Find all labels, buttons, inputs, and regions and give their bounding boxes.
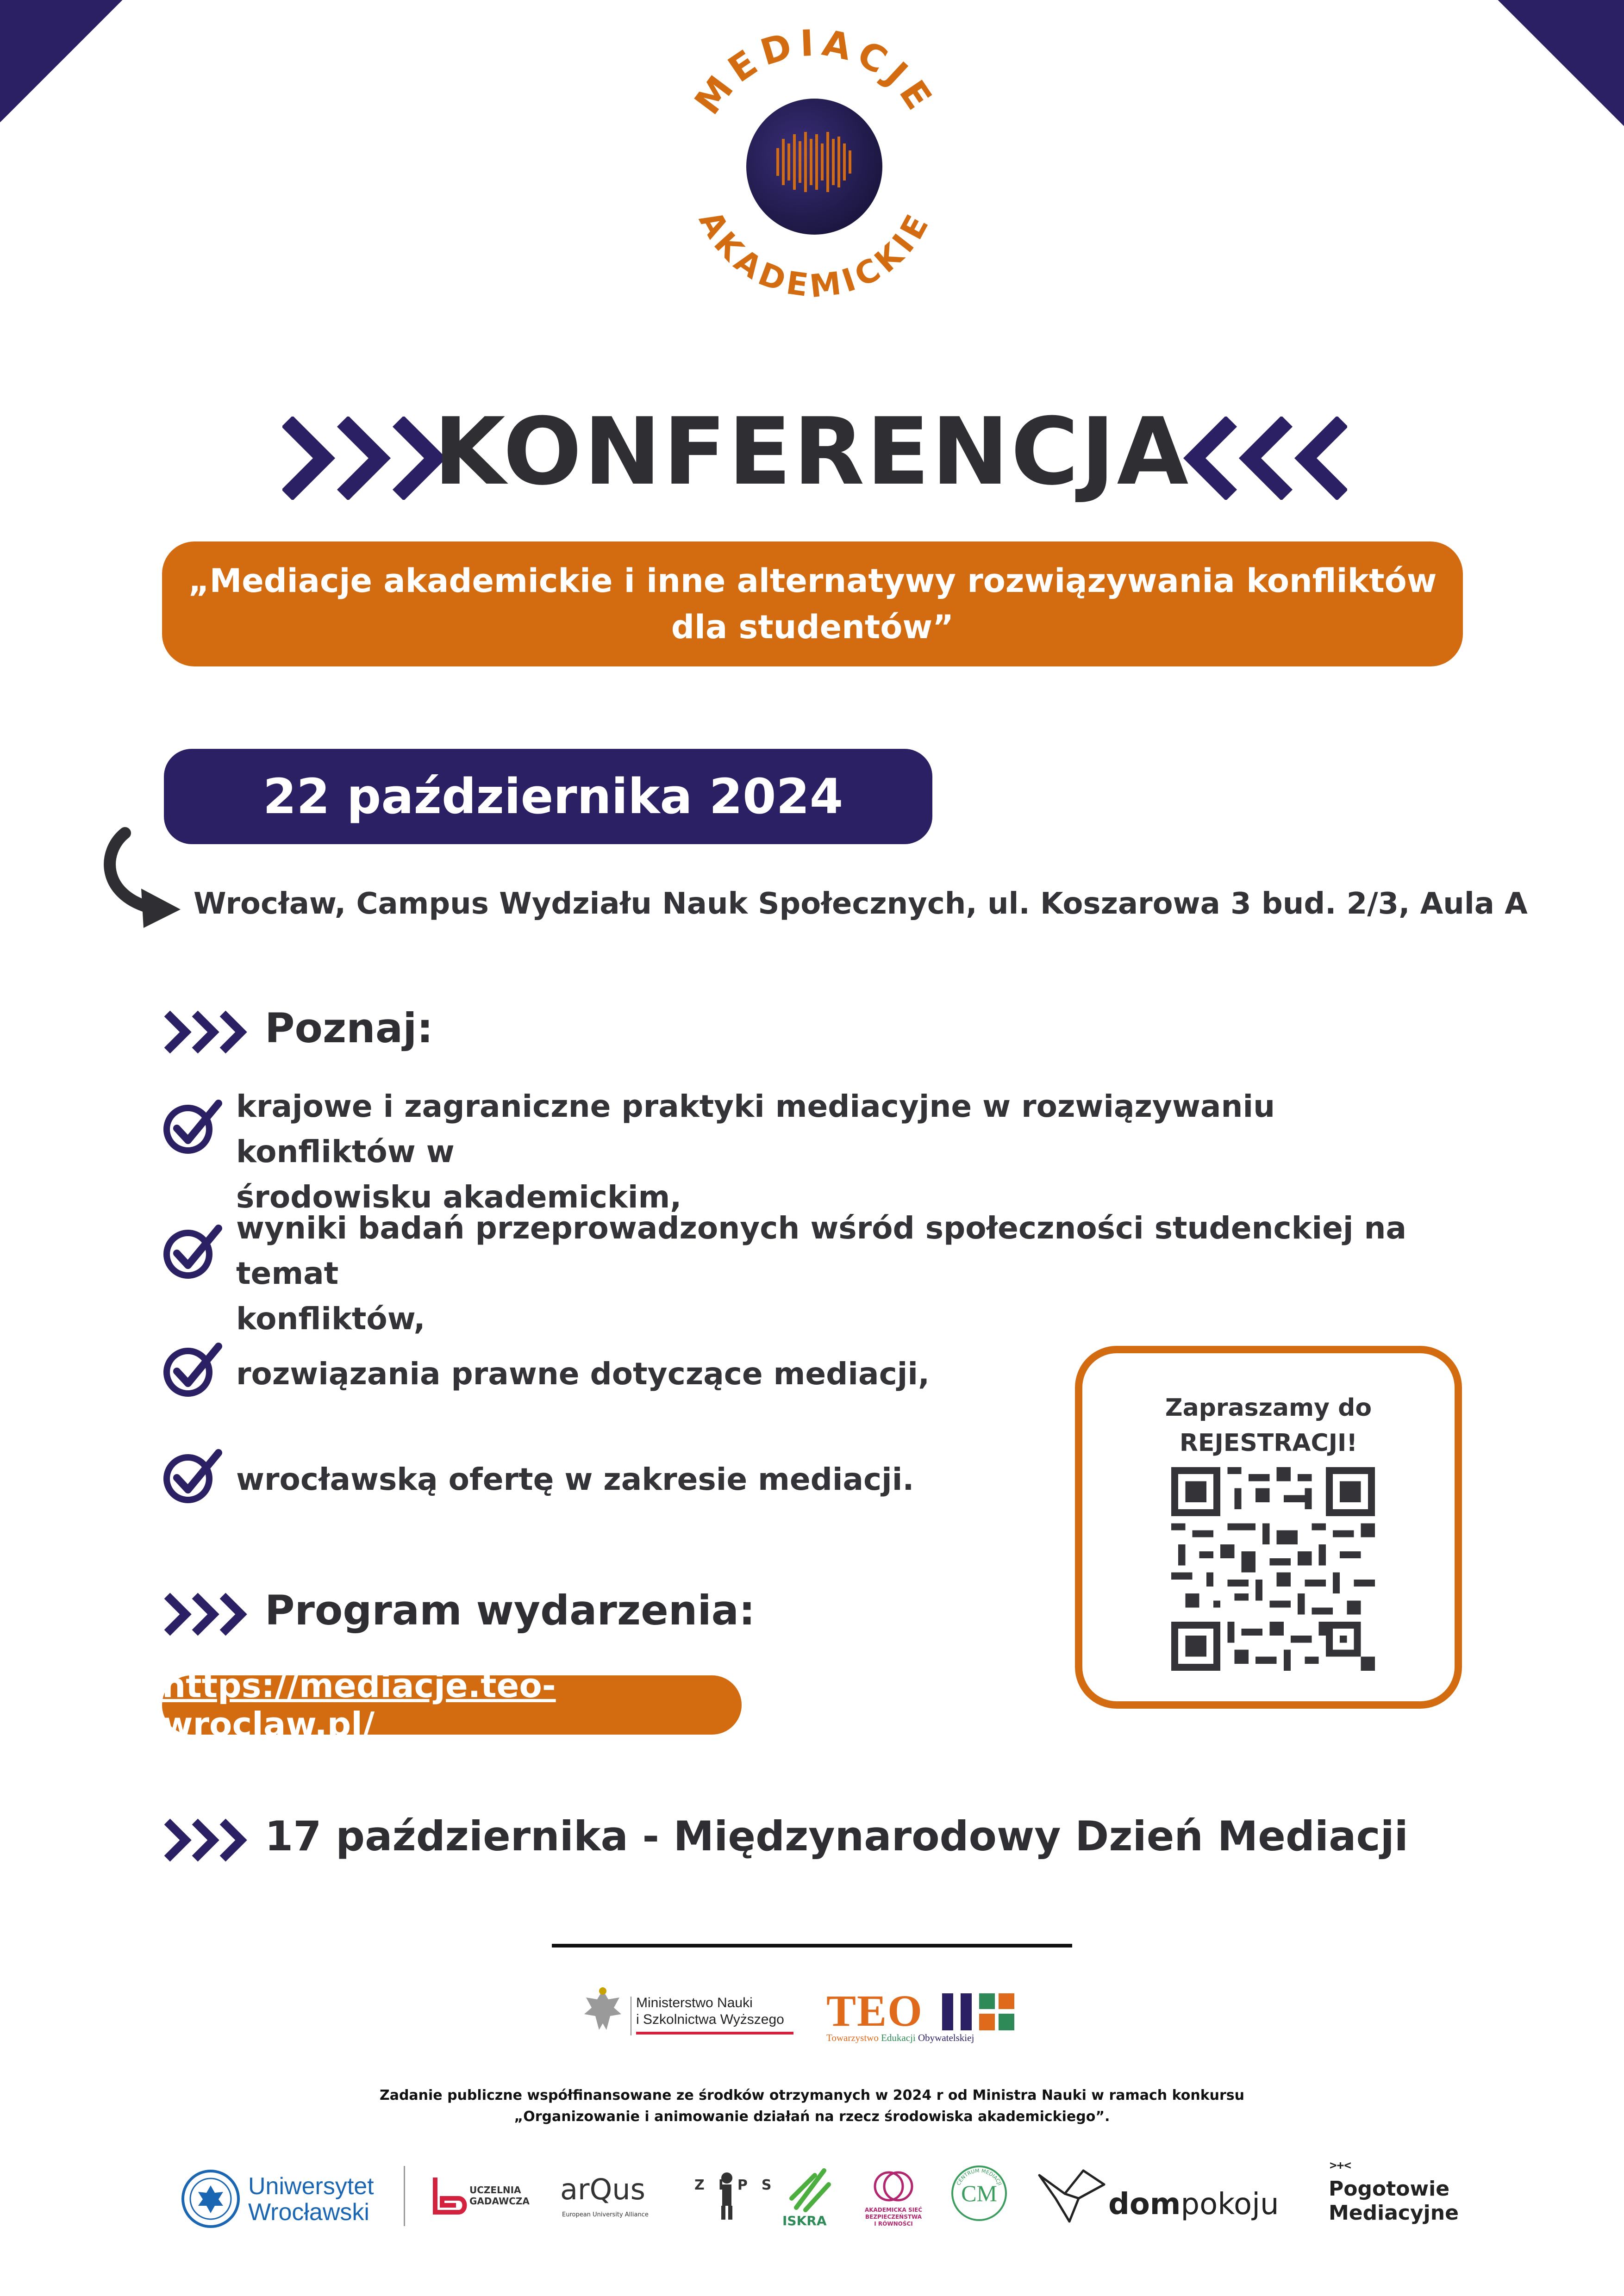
arqus-wordmark: arQus bbox=[560, 2172, 645, 2206]
eagle-emblem-icon bbox=[580, 1985, 626, 2041]
chevrons-left-icon bbox=[1181, 417, 1347, 500]
uwr-seal-icon bbox=[181, 2169, 241, 2229]
ministry-name-2: i Szkolnictwa Wyższego bbox=[636, 2012, 784, 2027]
ministry-logo bbox=[580, 1985, 797, 2041]
curved-arrow-icon bbox=[93, 824, 194, 935]
mediacje-akademickie-logo bbox=[639, 0, 991, 352]
asb-circles-icon bbox=[870, 2168, 917, 2205]
teo-blocks-icon bbox=[942, 1993, 1016, 2030]
registration-card bbox=[1075, 1346, 1462, 1709]
program-link[interactable]: https://mediacje.teo-wroclaw.pl/ bbox=[162, 1675, 742, 1735]
pogotowie-line-2: Mediacyjne bbox=[1329, 2201, 1459, 2225]
teo-word-1: Towarzystwo bbox=[826, 2032, 879, 2043]
funding-footnote: Zadanie publiczne współfinansowane ze środków otrzymanych w 2024 r od Ministra Nauki w ramach konkursu „Organizowanie i animowanie działań na rzecz środowiska akademickiego”. bbox=[379, 2087, 1245, 2125]
check-circle-icon bbox=[162, 1222, 222, 1282]
list-item: wyniki badań przeprowadzonych wśród społeczności studenckiej na temat konfliktów, bbox=[236, 1210, 1407, 1337]
svg-text:AKADEMICKIE bbox=[692, 205, 938, 305]
asb-line-1: AKADEMICKA SIEĆ bbox=[864, 2207, 923, 2213]
corner-stripe-left bbox=[0, 0, 183, 299]
check-circle-icon bbox=[162, 1340, 222, 1400]
teo-word-2: Edukacji bbox=[881, 2032, 916, 2043]
conference-subtitle bbox=[162, 541, 1463, 666]
subtitle-line-2: dla studentów” bbox=[671, 608, 954, 646]
ministry-name-1: Ministerstwo Nauki bbox=[636, 1995, 753, 2010]
uwr-logo bbox=[181, 2157, 384, 2235]
dom-bold-text: dom bbox=[1108, 2187, 1181, 2221]
teo-word-3: Obywatelskiej bbox=[918, 2032, 974, 2043]
program-heading: Program wydarzenia: bbox=[265, 1587, 756, 1634]
teo-wordmark: TEO bbox=[826, 1986, 923, 2035]
registration-text: Zapraszamy do REJESTRACJI! bbox=[1165, 1394, 1372, 1457]
event-date-text: 22 października 2024 bbox=[263, 768, 843, 825]
uczelnia-line-1: UCZELNIA bbox=[469, 2184, 521, 2196]
list-item: rozwiązania prawne dotyczące mediacji, bbox=[236, 1356, 930, 1392]
asb-line-2: BEZPIECZEŃSTWA bbox=[865, 2214, 922, 2220]
section-chevrons-icon bbox=[164, 1009, 248, 1055]
partner-separator bbox=[404, 2166, 405, 2226]
teo-logo bbox=[826, 1988, 1021, 2043]
section-chevrons-icon bbox=[164, 1817, 248, 1863]
uczelnia-b-icon bbox=[431, 2175, 468, 2217]
dom-light-text: pokoju bbox=[1181, 2187, 1279, 2221]
mediation-day: 17 października - Międzynarodowy Dzień Mediacji bbox=[265, 1812, 1408, 1860]
learn-heading: Poznaj: bbox=[265, 1004, 433, 1052]
asb-line-3: I RÓWNOŚCI bbox=[874, 2221, 913, 2227]
svg-text:MEDIACJE bbox=[687, 22, 943, 123]
dompokoju-logo bbox=[1037, 2157, 1301, 2235]
iskra-text: ISKRA bbox=[782, 2213, 827, 2228]
subtitle-line-1: „Mediacje akademickie i inne alternatywy rozwiązywania konfliktów bbox=[188, 562, 1437, 600]
logo-top-text: MEDIACJE bbox=[687, 22, 943, 123]
cm-ring-text: CENTRUM MEDIACJI bbox=[955, 2167, 1003, 2187]
list-item: krajowe i zagraniczne praktyki mediacyjne w rozwiązywaniu konfliktów w środowisku akademickim, bbox=[236, 1089, 1275, 1215]
uwr-name-2: Wrocławski bbox=[248, 2199, 369, 2226]
list-item: wrocławską ofertę w zakresie mediacji. bbox=[236, 1462, 914, 1497]
iskra-logo bbox=[778, 2157, 843, 2235]
uwr-name-1: Uniwersytet bbox=[248, 2173, 374, 2200]
check-circle-icon bbox=[162, 1097, 222, 1157]
qr-code-icon[interactable] bbox=[1171, 1467, 1375, 1671]
origami-bird-icon bbox=[1037, 2166, 1106, 2226]
arqus-logo bbox=[560, 2157, 671, 2235]
event-venue: Wrocław, Campus Wydziału Nauk Społecznych, ul. Koszarowa 3 bud. 2/3, Aula A bbox=[194, 887, 1528, 921]
zips-logo bbox=[694, 2157, 786, 2235]
pogotowie-logo bbox=[1329, 2157, 1495, 2235]
uczelnia-logo bbox=[431, 2157, 537, 2235]
centrum-mediacji-logo bbox=[944, 2157, 1014, 2235]
iskra-spark-icon bbox=[787, 2166, 833, 2212]
check-circle-icon bbox=[162, 1446, 222, 1506]
page-title: KONFERENCJA bbox=[433, 398, 1191, 506]
uczelnia-line-2: GADAWCZA bbox=[469, 2196, 530, 2207]
section-chevrons-icon bbox=[164, 1591, 248, 1637]
zips-text: ZIPS bbox=[694, 2177, 786, 2193]
pogotowie-line-1: Pogotowie bbox=[1329, 2177, 1450, 2201]
sound-wave-icon bbox=[776, 132, 851, 192]
logo-bottom-text: AKADEMICKIE bbox=[691, 205, 938, 305]
cm-wordmark: CM bbox=[961, 2180, 997, 2206]
pogotowie-symbol: >+< bbox=[1330, 2159, 1351, 2172]
corner-stripe-right bbox=[1437, 0, 1624, 299]
asb-logo bbox=[852, 2157, 935, 2235]
divider bbox=[552, 1944, 1072, 1948]
event-date bbox=[164, 749, 932, 844]
ministry-red-line bbox=[636, 2032, 793, 2035]
arqus-tagline: European University Alliance bbox=[562, 2211, 649, 2218]
